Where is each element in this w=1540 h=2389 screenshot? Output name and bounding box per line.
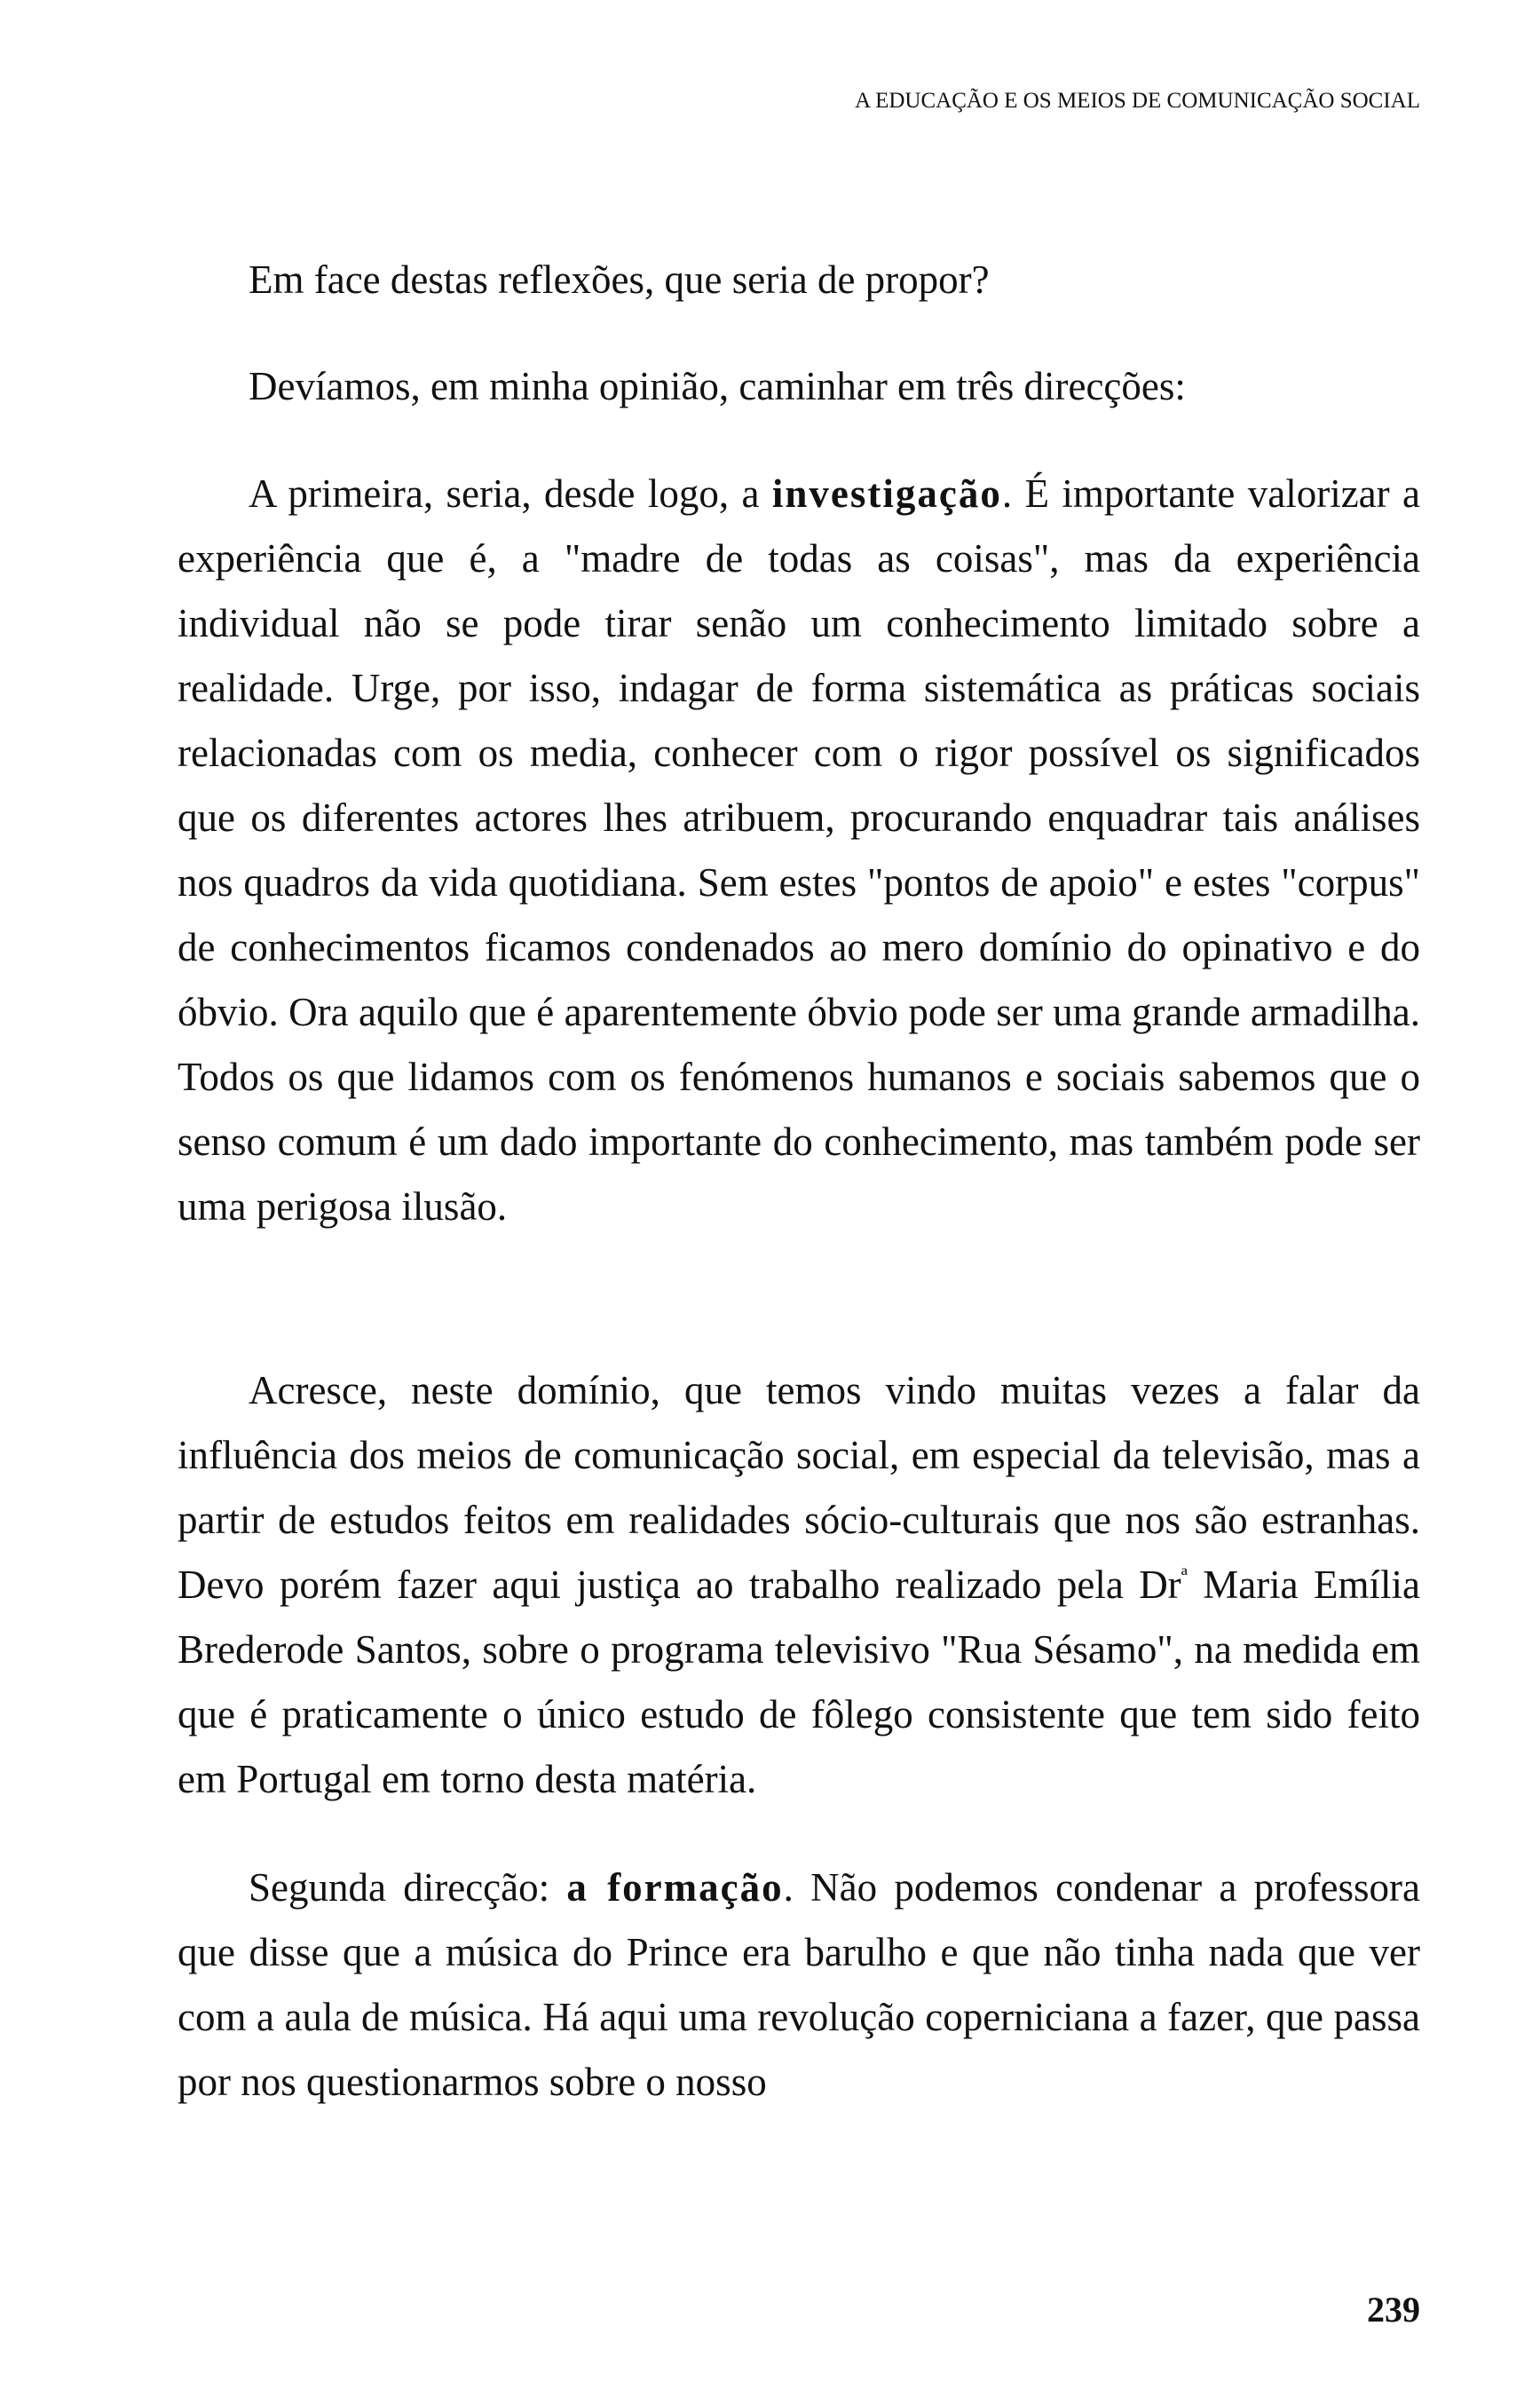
paragraph-formacao: [178, 1855, 1420, 2115]
ordinal-superscript: ª: [1181, 1563, 1188, 1589]
paragraph-lead: Segunda direcção:: [249, 1865, 567, 1910]
paragraph-body: . É importante valorizar a experiência que é, a "madre de todas as coisas", mas da experiência individual não se pode tirar senão um conhecimento limitado sobre a realidade. Urge, por isso, indagar de forma sistemática as práticas sociais relacionadas com os media, conhecer com o rigor possível os significados que os diferentes actores lhes atribuem, procurando enquadrar tais análises nos quadros da vida quotidiana. Sem estes "pontos de apoio" e estes "corpus" de conhecimentos ficamos condenados ao mero domínio do opinativo e do óbvio. Ora aquilo que é aparentemente óbvio pode ser uma grande armadilha. Todos os que lidamos com os fenómenos humanos e sociais sabemos que o senso comum é um dado importante do conhecimento, mas também pode ser uma perigosa ilusão.: [178, 471, 1420, 1229]
paragraph-investigacao: [178, 462, 1420, 1239]
paragraph-lead: Acresce, neste domínio, que temos vindo muitas vezes a falar da influência dos meios de comunicação social, em especial da televisão, mas a partir de estudos feitos em realidades sócio-culturais que nos são estranhas. Devo porém fazer aqui justiça ao trabalho realizado pela Dr: [178, 1368, 1420, 1607]
question-line: Em face destas reflexões, que seria de propor?: [249, 257, 990, 302]
key-term: investigação: [771, 471, 1002, 516]
paragraph-body: Maria Emília Brederode Santos, sobre o programa televisivo "Rua Sésamo", na medida em que é praticamente o único estudo de fôlego consistente que tem sido feito em Portugal em torno desta matéria.: [178, 1562, 1420, 1801]
paragraph-lead: A primeira, seria, desde logo, a: [249, 471, 772, 516]
running-head: A EDUCAÇÃO E OS MEIOS DE COMUNICAÇÃO SOCIAL: [855, 89, 1420, 113]
page-number: 239: [1367, 2290, 1420, 2330]
paragraph-influencia: [178, 1358, 1420, 1812]
intro-line: Devíamos, em minha opinião, caminhar em três direcções:: [249, 364, 1186, 408]
key-term: a formação: [566, 1865, 784, 1910]
paragraph-body: . Não podemos condenar a professora que disse que a música do Prince era barulho e que não tinha nada que ver com a aula de música. Há aqui uma revolução coperniciana a fazer, que passa por nos questionarmos sobre o nosso: [178, 1865, 1421, 2104]
